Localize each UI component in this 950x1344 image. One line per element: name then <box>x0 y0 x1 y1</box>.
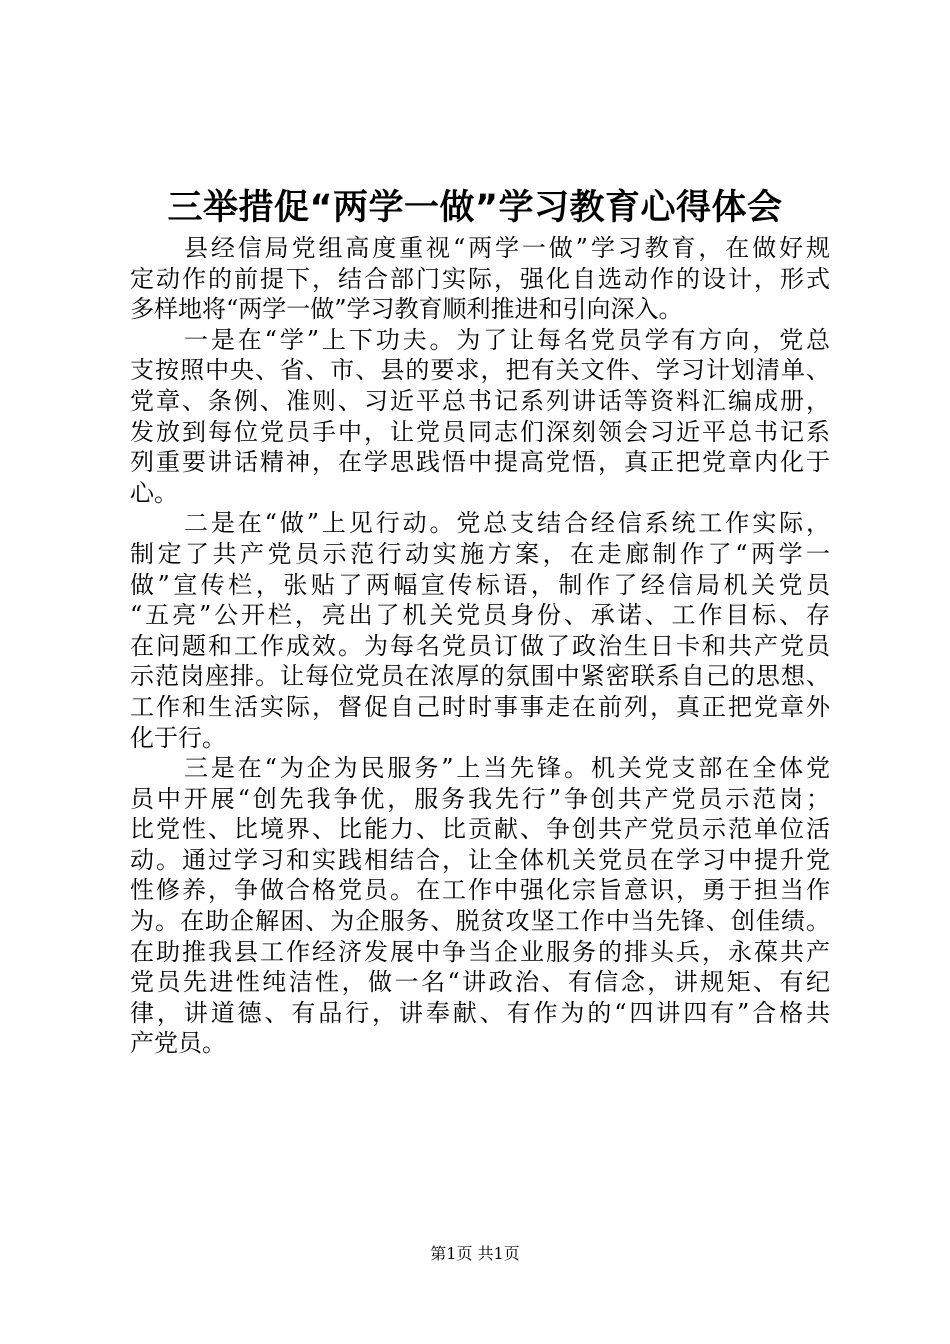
paragraph-line: “五亮”公开栏，亮出了机关党员身份、承诺、工作目标、存 <box>130 601 830 630</box>
paragraph <box>130 325 830 509</box>
paragraph-line: 列重要讲话精神，在学思践悟中提高党悟，真正把党章内化于 <box>130 448 830 477</box>
paragraph-line: 支按照中央、省、市、县的要求，把有关文件、学习计划清单、 <box>130 356 830 385</box>
paragraph-line: 示范岗座排。让每位党员在浓厚的氛围中紧密联系自己的思想、 <box>130 662 830 691</box>
paragraph-line: 在问题和工作成效。为每名党员订做了政治生日卡和共产党员 <box>130 631 830 660</box>
paragraph-line: 做”宣传栏，张贴了两幅宣传标语，制作了经信局机关党员 <box>130 570 830 599</box>
paragraph-line: 一是在“学”上下功夫。为了让每名党员学有方向，党总 <box>184 325 830 354</box>
paragraph-line: 员中开展“创先我争优，服务我先行”争创共产党员示范岗； <box>130 784 830 813</box>
document-title: 三举措促“两学一做”学习教育心得体会 <box>167 188 783 228</box>
paragraph-line: 比党性、比境界、比能力、比贡献、争创共产党员示范单位活 <box>130 815 830 844</box>
paragraph-line: 二是在“做”上见行动。党总支结合经信系统工作实际， <box>184 509 830 538</box>
paragraph-line: 化于行。 <box>130 723 226 752</box>
paragraph-line: 三是在“为企为民服务”上当先锋。机关党支部在全体党 <box>184 754 830 783</box>
paragraph-line: 工作和生活实际，督促自己时时事事走在前列，真正把党章外 <box>130 692 830 721</box>
document-body <box>130 233 830 1059</box>
paragraph-line: 产党员。 <box>130 1029 226 1058</box>
page-footer: 第1页 共1页 <box>430 1244 520 1263</box>
paragraph <box>130 233 830 325</box>
paragraph-line: 动。通过学习和实践相结合，让全体机关党员在学习中提升党 <box>130 845 830 874</box>
paragraph-line: 党员先进性纯洁性，做一名“讲政治、有信念，讲规矩、有纪 <box>130 968 830 997</box>
paragraph-line: 发放到每位党员手中，让党员同志们深刻领会习近平总书记系 <box>130 417 830 446</box>
paragraph-line: 定动作的前提下，结合部门实际，强化自选动作的设计，形式 <box>130 264 830 293</box>
paragraph <box>130 753 830 1059</box>
paragraph-line: 性修养，争做合格党员。在工作中强化宗旨意识，勇于担当作 <box>130 876 830 905</box>
paragraph-line: 心。 <box>130 478 178 507</box>
paragraph-line: 制定了共产党员示范行动实施方案，在走廊制作了“两学一 <box>130 539 830 568</box>
paragraph-line: 党章、条例、准则、习近平总书记系列讲话等资料汇编成册， <box>130 386 830 415</box>
paragraph-line: 在助推我县工作经济发展中争当企业服务的排头兵，永葆共产 <box>130 937 830 966</box>
paragraph-line: 律，讲道德、有品行，讲奉献、有作为的“四讲四有”合格共 <box>130 998 830 1027</box>
paragraph-line: 县经信局党组高度重视“两学一做”学习教育，在做好规 <box>184 234 830 262</box>
paragraph-line: 多样地将“两学一做”学习教育顺利推进和引向深入。 <box>130 295 683 324</box>
paragraph-line: 为。在助企解困、为企服务、脱贫攻坚工作中当先锋、创佳绩。 <box>130 907 830 936</box>
paragraph <box>130 508 830 753</box>
